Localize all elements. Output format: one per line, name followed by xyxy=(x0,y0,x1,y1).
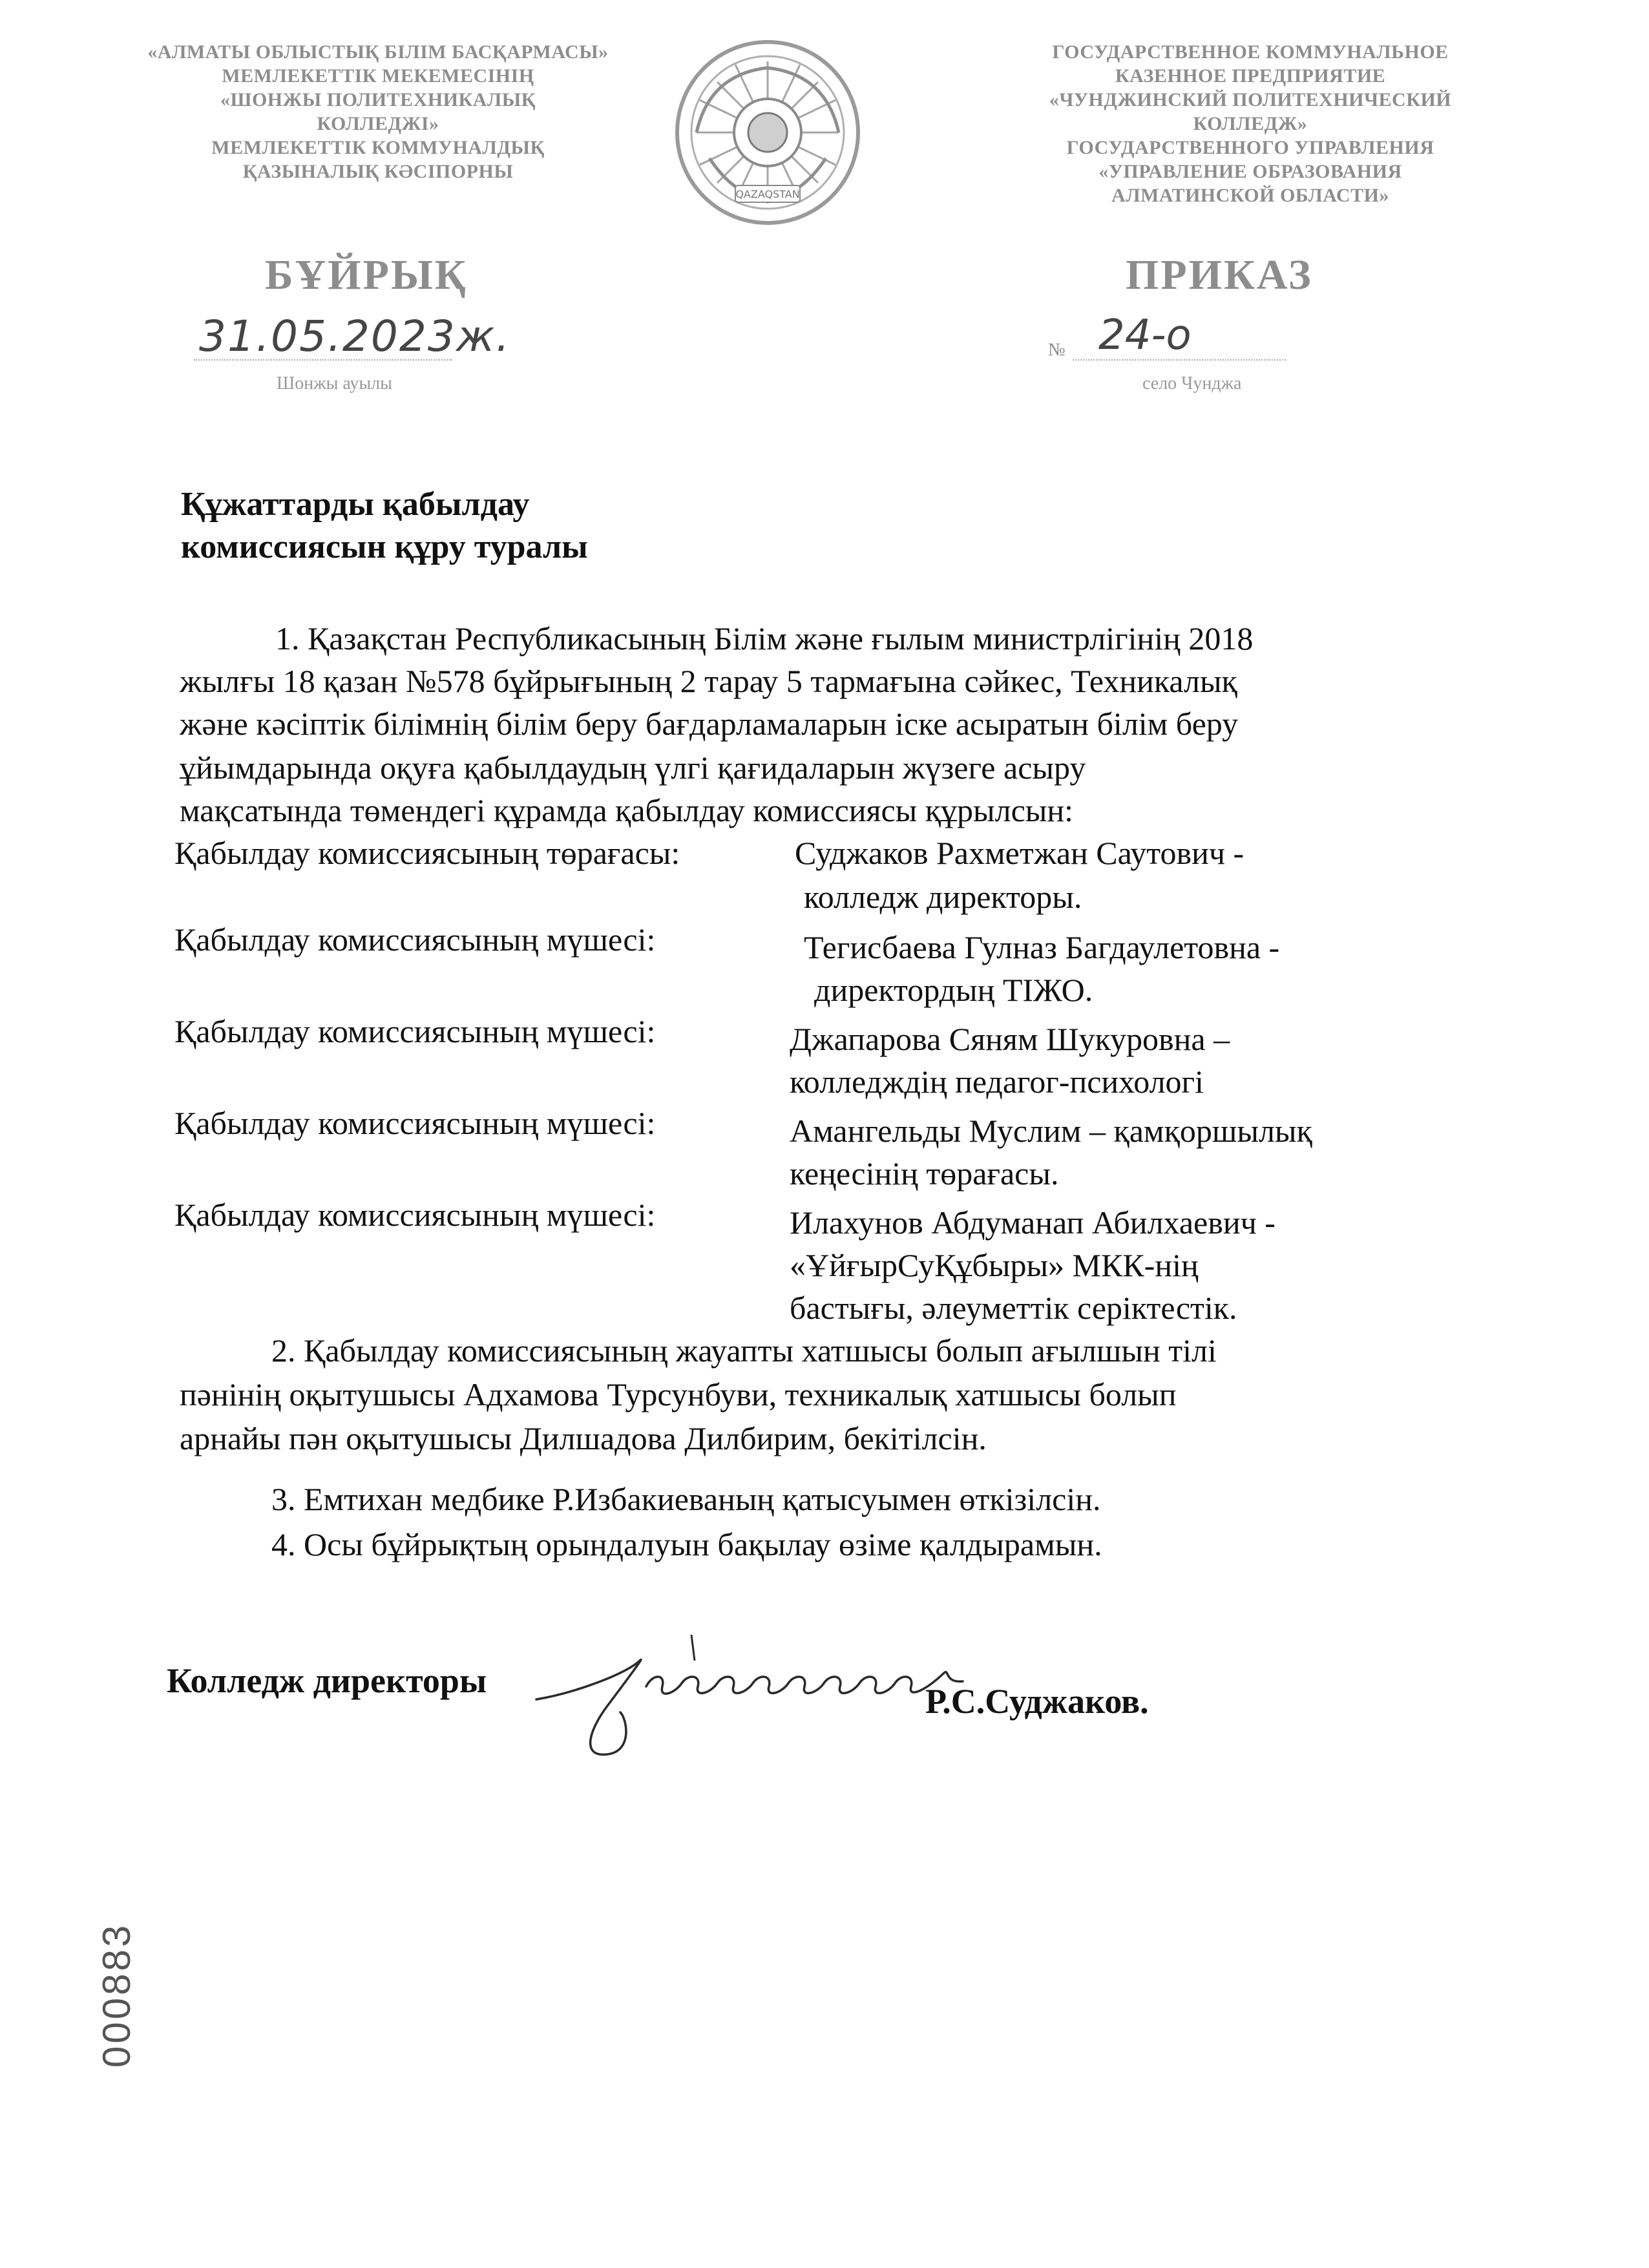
letterhead-kz-line: ҚАЗЫНАЛЫҚ КӘСІПОРНЫ xyxy=(242,161,514,182)
paragraph1-line: ұйымдарында оқуға қабылдаудың үлгі қағидаларын жүзеге асыру xyxy=(180,750,1086,786)
letterhead-kz-line: «АЛМАТЫ ОБЛЫСТЫҚ БІЛІМ БАСҚАРМАСЫ» xyxy=(147,41,609,63)
title-line: комиссиясын құру туралы xyxy=(181,529,588,565)
member-role: Қабылдау комиссиясының мүшесі: xyxy=(174,1013,656,1049)
paragraph2-line: 2. Қабылдау комиссиясының жауапты хатшысы болып ағылшын тілі xyxy=(271,1332,1217,1369)
member-position: «ҰйғырСуҚұбыры» МКК-нің xyxy=(790,1247,1199,1283)
member-name: Амангельды Муслим – қамқоршылық xyxy=(790,1113,1312,1149)
member-position: колледждің педагог-психологі xyxy=(790,1064,1204,1100)
signer-name: Р.С.Суджаков. xyxy=(925,1682,1149,1721)
member-position: бастығы, әлеуметтік серіктестік. xyxy=(790,1290,1237,1326)
letterhead-kz-line: МЕМЛЕКЕТТІК МЕКЕМЕСІНІҢ xyxy=(222,65,534,87)
number-underline xyxy=(1073,359,1286,361)
letterhead-ru-line: КОЛЛЕДЖ» xyxy=(1193,113,1308,134)
member-name: Тегисбаева Гулназ Багдаулетовна - xyxy=(804,929,1280,965)
letterhead-ru-line: «ЧУНДЖИНСКИЙ ПОЛИТЕХНИЧЕСКИЙ xyxy=(1049,89,1452,110)
member-position: директордың ТІЖО. xyxy=(814,972,1093,1008)
member-position: колледж директоры. xyxy=(804,879,1082,915)
title-line: Құжаттарды қабылдау xyxy=(181,486,530,523)
signer-title: Колледж директоры xyxy=(167,1661,487,1700)
state-emblem-icon xyxy=(671,36,865,229)
member-name: Илахунов Абдуманап Абилхаевич - xyxy=(790,1204,1276,1241)
order-heading-ru: ПРИКАЗ xyxy=(1126,251,1313,299)
member-position: кеңесінің төрағасы. xyxy=(790,1155,1059,1192)
member-role: Қабылдау комиссиясының төрағасы: xyxy=(174,835,680,871)
letterhead-kz xyxy=(78,40,678,184)
paragraph3: 3. Емтихан медбике Р.Избакиеваның қатысуымен өткізілсін. xyxy=(271,1481,1101,1517)
letterhead-kz-line: КОЛЛЕДЖІ» xyxy=(317,113,439,134)
member-name: Джапарова Сяням Шукуровна – xyxy=(790,1021,1230,1057)
letterhead-ru-line: АЛМАТИНСКОЙ ОБЛАСТИ» xyxy=(1111,185,1389,206)
paragraph1-line: мақсатында төмендегі құрамда қабылдау комиссиясы құрылсын: xyxy=(180,792,1074,828)
paragraph2-line: пәнінің оқытушысы Адхамова Турсунбуви, техникалық хатшысы болып xyxy=(180,1376,1177,1412)
order-date: 31.05.2023ж. xyxy=(199,311,511,361)
member-role: Қабылдау комиссиясының мүшесі: xyxy=(174,1197,656,1233)
letterhead-kz-line: «ШОНЖЫ ПОЛИТЕХНИКАЛЫҚ xyxy=(220,89,536,110)
paragraph1-line: және кәсіптік білімнің білім беру бағдарламаларын іске асыратын білім беру xyxy=(180,706,1239,742)
place-ru: село Чунджа xyxy=(1142,373,1242,394)
paragraph1-line: жылғы 18 қазан №578 бұйрығының 2 тарау 5 тармағына сәйкес, Техникалық xyxy=(180,663,1237,699)
order-number: 24-o xyxy=(1098,311,1192,359)
paragraph1-line: 1. Қазақстан Республикасының Білім және ғылым министрлігінің 2018 xyxy=(275,620,1254,656)
letterhead-ru-line: ГОСУДАРСТВЕННОГО УПРАВЛЕНИЯ xyxy=(1066,137,1434,158)
member-name: Суджаков Рахметжан Саутович - xyxy=(795,835,1245,871)
member-role: Қабылдау комиссиясының мүшесі: xyxy=(174,921,656,958)
letterhead-ru xyxy=(956,40,1544,207)
letterhead-ru-line: ГОСУДАРСТВЕННОЕ КОММУНАЛЬНОЕ xyxy=(1052,41,1449,63)
date-underline xyxy=(194,359,452,361)
order-heading-kz: БҰЙРЫҚ xyxy=(265,251,468,299)
document-title xyxy=(181,483,588,569)
member-role: Қабылдау комиссиясының мүшесі: xyxy=(174,1105,656,1141)
letterhead-kz-line: МЕМЛЕКЕТТІК КОММУНАЛДЫҚ xyxy=(211,137,545,158)
place-kz: Шонжы ауылы xyxy=(277,373,392,394)
letterhead-ru-line: КАЗЕННОЕ ПРЕДПРИЯТИЕ xyxy=(1115,65,1386,87)
emblem-text: QAZAQSTAN xyxy=(735,188,800,200)
letterhead-ru-line: «УПРАВЛЕНИЕ ОБРАЗОВАНИЯ xyxy=(1098,161,1402,182)
number-mark: № xyxy=(1048,340,1066,360)
paragraph2-line: арнайы пән оқытушысы Дилшадова Дилбирим, бекітілсін. xyxy=(180,1420,987,1456)
serial-number: 000883 xyxy=(95,1922,138,2068)
paragraph4: 4. Осы бұйрықтың орындалуын бақылау өзіме қалдырамын. xyxy=(271,1526,1102,1562)
